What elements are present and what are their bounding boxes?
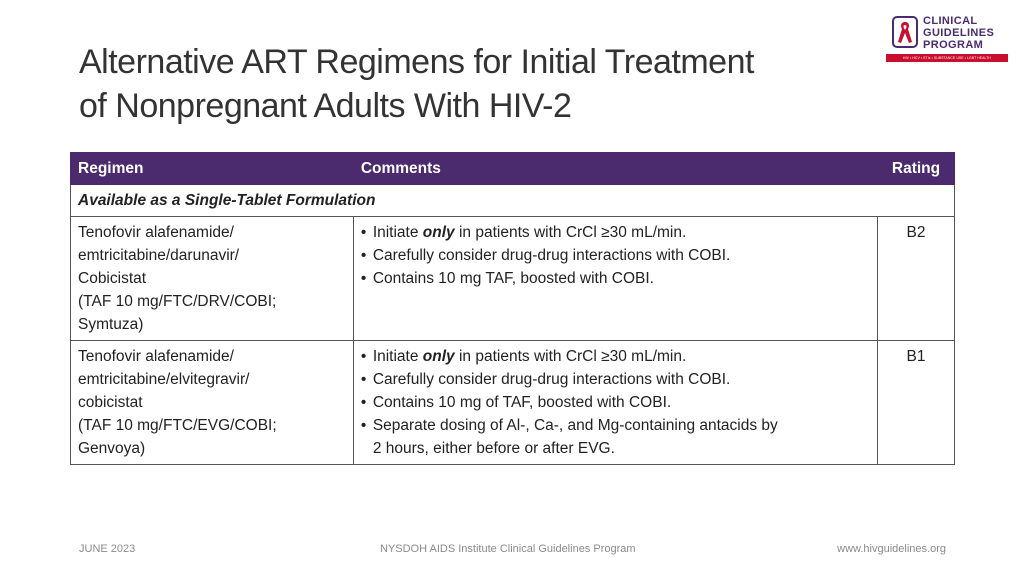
header-comments: Comments — [353, 153, 877, 185]
slide-title-line-1: Alternative ART Regimens for Initial Treatment — [79, 43, 754, 81]
header-rating: Rating — [878, 153, 955, 185]
footer-date: JUNE 2023 — [79, 543, 136, 555]
comments-cell — [353, 341, 877, 465]
ribbon-badge-icon — [892, 16, 918, 48]
regimen-line: Tenofovir alafenamide/ — [78, 348, 234, 365]
regimen-line: Symtuza) — [78, 316, 144, 333]
regimen-line: Tenofovir alafenamide/ — [78, 224, 234, 241]
footer-url[interactable]: www.hivguidelines.org — [837, 543, 946, 555]
rating-cell: B2 — [878, 217, 955, 341]
table-row — [71, 217, 955, 341]
regimen-line: (TAF 10 mg/FTC/DRV/COBI; — [78, 293, 277, 310]
regimen-line: emtricitabine/elvitegravir/ — [78, 371, 250, 388]
comment-item: • Carefully consider drug-drug interactions with COBI. — [361, 368, 870, 391]
table-row — [71, 341, 955, 465]
logo-word-2: GUIDELINES — [923, 27, 995, 39]
logo-word-3: PROGRAM — [923, 39, 984, 51]
footer-program: NYSDOH AIDS Institute Clinical Guidelines Program — [380, 543, 636, 555]
logo-wordmark — [923, 15, 994, 51]
regimen-line: emtricitabine/darunavir/ — [78, 247, 240, 264]
regimen-line: Genvoya) — [78, 440, 146, 457]
logo-word-1: CLINICAL — [923, 15, 978, 27]
comment-item: • Carefully consider drug-drug interactions with COBI. — [361, 244, 870, 267]
program-logo — [886, 14, 1016, 66]
regimens-table — [70, 152, 955, 465]
slide-title — [79, 40, 879, 128]
header-regimen: Regimen — [71, 153, 354, 185]
regimen-cell — [71, 217, 354, 341]
comment-list — [361, 221, 870, 290]
rating-cell: B1 — [878, 341, 955, 465]
comment-item: • Separate dosing of Al-, Ca-, and Mg-containing antacids by 2 hours, either before or after EVG. — [361, 414, 870, 460]
comment-item: • Initiate only in patients with CrCl ≥30 mL/min. — [361, 221, 870, 244]
comments-cell — [353, 217, 877, 341]
table-header-row — [71, 153, 955, 185]
comment-item: • Contains 10 mg of TAF, boosted with COBI. — [361, 391, 870, 414]
section-label: Available as a Single-Tablet Formulation — [71, 185, 955, 217]
logo-tagline: HIV • HCV • STIs • SUBSTANCE USE • LGBT HEALTH — [886, 54, 1008, 62]
regimen-cell — [71, 341, 354, 465]
regimen-line: (TAF 10 mg/FTC/EVG/COBI; — [78, 417, 277, 434]
comment-item: • Contains 10 mg TAF, boosted with COBI. — [361, 267, 870, 290]
regimen-line: Cobicistat — [78, 270, 147, 287]
regimen-line: cobicistat — [78, 394, 143, 411]
slide-title-line-2: of Nonpregnant Adults With HIV-2 — [79, 87, 572, 125]
comment-list — [361, 345, 870, 460]
comment-item: • Initiate only in patients with CrCl ≥30 mL/min. — [361, 345, 870, 368]
section-row — [71, 185, 955, 217]
